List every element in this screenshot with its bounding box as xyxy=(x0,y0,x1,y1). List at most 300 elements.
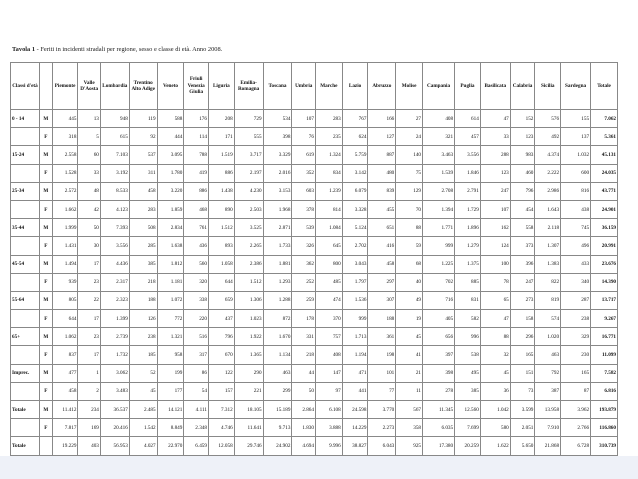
value-cell: 2.766 xyxy=(561,419,591,437)
value-cell: 155 xyxy=(561,110,591,128)
sex-cell: M xyxy=(39,401,52,419)
value-cell: 385 xyxy=(129,255,157,273)
value-cell: 508 xyxy=(129,219,157,237)
value-cell: 398 xyxy=(263,128,292,146)
value-cell: 1.431 xyxy=(52,237,78,255)
value-cell: 588 xyxy=(157,110,184,128)
value-cell: 36.537 xyxy=(100,401,129,419)
value-cell: 5.650 xyxy=(510,437,535,455)
value-cell: 468 xyxy=(184,200,209,218)
table-row xyxy=(11,310,618,328)
value-cell: 100 xyxy=(480,255,510,273)
value-cell: 87 xyxy=(561,382,591,400)
value-cell: 996 xyxy=(455,328,481,346)
value-cell: 3.328 xyxy=(342,200,368,218)
value-cell: 321 xyxy=(423,128,455,146)
value-cell: 396 xyxy=(510,255,535,273)
age-class-cell: Totale xyxy=(11,437,40,455)
value-cell: 38.827 xyxy=(342,437,368,455)
value-cell: 157 xyxy=(208,382,234,400)
value-cell: 1.729 xyxy=(455,200,481,218)
value-cell: 48 xyxy=(78,182,100,200)
total-cell: 23.676 xyxy=(591,255,618,273)
value-cell: 7.393 xyxy=(100,219,129,237)
column-header: Classi d'età xyxy=(11,63,40,110)
sex-cell: F xyxy=(39,419,52,437)
value-cell: 398 xyxy=(423,364,455,382)
value-cell: 485 xyxy=(315,273,342,291)
value-cell: 788 xyxy=(184,146,209,164)
value-cell: 140 xyxy=(396,146,423,164)
value-cell: 458 xyxy=(52,382,78,400)
value-cell: 6.043 xyxy=(368,437,396,455)
value-cell: 1.999 xyxy=(52,219,78,237)
value-cell: 3.770 xyxy=(368,401,396,419)
sex-cell: M xyxy=(39,146,52,164)
value-cell: 78 xyxy=(480,273,510,291)
value-cell: 288 xyxy=(480,146,510,164)
total-cell: 7.062 xyxy=(591,110,618,128)
value-cell: 283 xyxy=(129,200,157,218)
value-cell: 885 xyxy=(455,273,481,291)
value-cell: 19 xyxy=(396,310,423,328)
value-cell: 4.230 xyxy=(234,182,263,200)
value-cell: 1.324 xyxy=(315,146,342,164)
age-class-cell xyxy=(11,273,40,291)
value-cell: 419 xyxy=(184,164,209,182)
value-cell: 20.259 xyxy=(455,437,481,455)
value-cell: 23 xyxy=(78,328,100,346)
value-cell: 152 xyxy=(510,110,535,128)
value-cell: 1.812 xyxy=(157,255,184,273)
value-cell: 283 xyxy=(315,110,342,128)
value-cell: 580 xyxy=(480,419,510,437)
total-cell: 11.099 xyxy=(591,346,618,364)
value-cell: 45 xyxy=(396,328,423,346)
header-row xyxy=(11,63,618,110)
value-cell: 4.694 xyxy=(292,437,316,455)
value-cell: 958 xyxy=(157,346,184,364)
value-cell: 218 xyxy=(292,346,316,364)
value-cell: 702 xyxy=(423,273,455,291)
value-cell: 8.533 xyxy=(100,182,129,200)
value-cell: 166 xyxy=(368,110,396,128)
value-cell: 603 xyxy=(292,182,316,200)
age-class-cell xyxy=(11,310,40,328)
age-class-cell: 0 - 14 xyxy=(11,110,40,128)
value-cell: 126 xyxy=(129,310,157,328)
value-cell: 33 xyxy=(78,164,100,182)
column-header: Friuli Venezia Giulia xyxy=(184,63,209,110)
value-cell: 644 xyxy=(52,310,78,328)
value-cell: 119 xyxy=(129,110,157,128)
value-cell: 137 xyxy=(561,128,591,146)
value-cell: 3.463 xyxy=(423,146,455,164)
table-row xyxy=(11,146,618,164)
data-table xyxy=(10,62,618,456)
value-cell: 340 xyxy=(561,273,591,291)
value-cell: 474 xyxy=(315,291,342,309)
value-cell: 471 xyxy=(342,364,368,382)
value-cell: 492 xyxy=(535,128,561,146)
value-cell: 320 xyxy=(184,273,209,291)
value-cell: 458 xyxy=(129,182,157,200)
value-cell: 2.864 xyxy=(292,401,316,419)
column-header: Puglia xyxy=(455,63,481,110)
value-cell: 436 xyxy=(184,237,209,255)
value-cell: 1.383 xyxy=(535,255,561,273)
age-class-cell xyxy=(11,346,40,364)
value-cell: 1.134 xyxy=(263,346,292,364)
value-cell: 3.483 xyxy=(100,382,129,400)
value-cell: 107 xyxy=(480,200,510,218)
value-cell: 21.868 xyxy=(535,437,561,455)
value-cell: 437 xyxy=(208,310,234,328)
value-cell: 2.834 xyxy=(157,219,184,237)
value-cell: 1.528 xyxy=(52,164,78,182)
value-cell: 1.732 xyxy=(100,346,129,364)
value-cell: 816 xyxy=(561,182,591,200)
column-header: Liguria xyxy=(208,63,234,110)
column-header: Valle D'Aosta xyxy=(78,63,100,110)
value-cell: 1 xyxy=(78,364,100,382)
value-cell: 7.910 xyxy=(535,419,561,437)
value-cell: 438 xyxy=(561,200,591,218)
value-cell: 433 xyxy=(561,255,591,273)
value-cell: 30 xyxy=(78,237,100,255)
value-cell: 29.746 xyxy=(234,437,263,455)
value-cell: 441 xyxy=(342,382,368,400)
table-row xyxy=(11,237,618,255)
value-cell: 331 xyxy=(292,328,316,346)
value-cell: 92 xyxy=(129,128,157,146)
value-cell: 761 xyxy=(184,219,209,237)
value-cell: 162 xyxy=(480,219,510,237)
value-cell: 123 xyxy=(480,164,510,182)
value-cell: 1.542 xyxy=(129,419,157,437)
value-cell: 2.791 xyxy=(455,182,481,200)
value-cell: 619 xyxy=(292,146,316,164)
table-title-text: - Feriti in incidenti stradali per regione, sesso e classe di età. Anno 2008. xyxy=(35,46,223,53)
value-cell: 477 xyxy=(52,364,78,382)
value-cell: 800 xyxy=(315,255,342,273)
table-row xyxy=(11,128,618,146)
value-cell: 370 xyxy=(315,310,342,328)
sex-cell: M xyxy=(39,182,52,200)
value-cell: 5.124 xyxy=(342,219,368,237)
value-cell: 3.043 xyxy=(342,255,368,273)
value-cell: 19.229 xyxy=(52,437,78,455)
value-cell: 2.503 xyxy=(234,200,263,218)
sex-cell: F xyxy=(39,382,52,400)
value-cell: 1.288 xyxy=(263,291,292,309)
value-cell: 7.312 xyxy=(208,401,234,419)
value-cell: 158 xyxy=(510,310,535,328)
value-cell: 651 xyxy=(368,219,396,237)
value-cell: 11 xyxy=(396,382,423,400)
value-cell: 1.670 xyxy=(263,328,292,346)
value-cell: 2.323 xyxy=(100,291,129,309)
age-class-cell: 55-64 xyxy=(11,291,40,309)
value-cell: 2.051 xyxy=(510,419,535,437)
value-cell: 1.084 xyxy=(315,219,342,237)
value-cell: 745 xyxy=(561,219,591,237)
value-cell: 6.728 xyxy=(561,437,591,455)
value-cell: 1.830 xyxy=(292,419,316,437)
value-cell: 539 xyxy=(292,219,316,237)
value-cell: 463 xyxy=(535,346,561,364)
value-cell: 480 xyxy=(368,164,396,182)
value-cell: 644 xyxy=(208,273,234,291)
sex-cell: M xyxy=(39,364,52,382)
value-cell: 615 xyxy=(100,128,129,146)
value-cell: 1.519 xyxy=(208,146,234,164)
value-cell: 454 xyxy=(510,200,535,218)
age-class-cell xyxy=(11,164,40,182)
value-cell: 538 xyxy=(455,346,481,364)
value-cell: 814 xyxy=(315,200,342,218)
value-cell: 230 xyxy=(561,346,591,364)
document-page xyxy=(8,36,620,449)
value-cell: 1.293 xyxy=(263,273,292,291)
value-cell: 670 xyxy=(208,346,234,364)
value-cell: 555 xyxy=(234,128,263,146)
value-cell: 318 xyxy=(52,128,78,146)
value-cell: 329 xyxy=(561,328,591,346)
value-cell: 796 xyxy=(510,182,535,200)
value-cell: 188 xyxy=(368,310,396,328)
age-class-cell: 25-34 xyxy=(11,182,40,200)
value-cell: 287 xyxy=(561,291,591,309)
table-row xyxy=(11,346,618,364)
value-cell: 7.699 xyxy=(455,419,481,437)
value-cell: 15.189 xyxy=(263,401,292,419)
sex-cell: M xyxy=(39,291,52,309)
value-cell: 999 xyxy=(423,237,455,255)
value-cell: 1.058 xyxy=(208,255,234,273)
value-cell: 234 xyxy=(78,401,100,419)
value-cell: 47 xyxy=(480,310,510,328)
value-cell: 6.035 xyxy=(423,419,455,437)
column-header: Veneto xyxy=(157,63,184,110)
value-cell: 1.780 xyxy=(157,164,184,182)
value-cell: 2.558 xyxy=(52,146,78,164)
value-cell: 460 xyxy=(510,164,535,182)
table-row xyxy=(11,182,618,200)
value-cell: 387 xyxy=(535,382,561,400)
value-cell: 169 xyxy=(78,419,100,437)
value-cell: 297 xyxy=(368,273,396,291)
value-cell: 2.485 xyxy=(129,401,157,419)
table-row xyxy=(11,437,618,455)
sex-cell: M xyxy=(39,328,52,346)
value-cell: 311 xyxy=(129,164,157,182)
value-cell: 11.641 xyxy=(234,419,263,437)
value-cell: 97 xyxy=(315,382,342,400)
value-cell: 52 xyxy=(129,364,157,382)
value-cell: 2.273 xyxy=(368,419,396,437)
value-cell: 22.970 xyxy=(157,437,184,455)
value-cell: 1.307 xyxy=(535,237,561,255)
value-cell: 7.103 xyxy=(100,146,129,164)
value-cell: 165 xyxy=(561,364,591,382)
value-cell: 36 xyxy=(480,382,510,400)
value-cell: 32 xyxy=(480,346,510,364)
value-cell: 47 xyxy=(480,110,510,128)
age-class-cell: 65+ xyxy=(11,328,40,346)
value-cell: 247 xyxy=(510,273,535,291)
value-cell: 1.512 xyxy=(234,273,263,291)
table-row xyxy=(11,382,618,400)
value-cell: 114 xyxy=(184,128,209,146)
age-class-cell xyxy=(11,128,40,146)
value-cell: 1.512 xyxy=(208,219,234,237)
value-cell: 24 xyxy=(396,128,423,146)
value-cell: 444 xyxy=(157,128,184,146)
value-cell: 886 xyxy=(184,182,209,200)
value-cell: 7.817 xyxy=(52,419,78,437)
value-cell: 408 xyxy=(423,110,455,128)
value-cell: 2.572 xyxy=(52,182,78,200)
value-cell: 1.020 xyxy=(535,328,561,346)
value-cell: 285 xyxy=(129,237,157,255)
value-cell: 358 xyxy=(396,419,423,437)
value-cell: 729 xyxy=(234,110,263,128)
value-cell: 73 xyxy=(510,382,535,400)
value-cell: 307 xyxy=(368,291,396,309)
value-cell: 3.962 xyxy=(561,401,591,419)
value-cell: 1.239 xyxy=(315,182,342,200)
column-header: Abruzzo xyxy=(368,63,396,110)
value-cell: 455 xyxy=(368,200,396,218)
value-cell: 45 xyxy=(480,364,510,382)
value-cell: 600 xyxy=(561,164,591,182)
value-cell: 403 xyxy=(78,437,100,455)
total-cell: 14.390 xyxy=(591,273,618,291)
sex-cell: F xyxy=(39,310,52,328)
value-cell: 13.958 xyxy=(535,401,561,419)
value-cell: 259 xyxy=(292,291,316,309)
value-cell: 178 xyxy=(292,310,316,328)
value-cell: 44 xyxy=(292,364,316,382)
value-cell: 33 xyxy=(480,128,510,146)
table-row xyxy=(11,200,618,218)
column-header: Molise xyxy=(396,63,423,110)
column-header xyxy=(39,63,52,110)
column-header: Piemonte xyxy=(52,63,78,110)
value-cell: 199 xyxy=(157,364,184,382)
value-cell: 129 xyxy=(396,182,423,200)
value-cell: 9.713 xyxy=(263,419,292,437)
value-cell: 124 xyxy=(480,237,510,255)
value-cell: 12.058 xyxy=(208,437,234,455)
age-class-cell: 35-44 xyxy=(11,219,40,237)
column-header: Basilicata xyxy=(480,63,510,110)
value-cell: 76 xyxy=(292,128,316,146)
value-cell: 2.118 xyxy=(535,219,561,237)
value-cell: 463 xyxy=(263,364,292,382)
value-cell: 1.846 xyxy=(455,164,481,182)
value-cell: 14.121 xyxy=(157,401,184,419)
value-cell: 273 xyxy=(510,291,535,309)
value-cell: 834 xyxy=(315,164,342,182)
value-cell: 839 xyxy=(368,182,396,200)
value-cell: 22 xyxy=(78,291,100,309)
total-cell: 6.816 xyxy=(591,382,618,400)
age-class-cell: 45-54 xyxy=(11,255,40,273)
value-cell: 23 xyxy=(78,273,100,291)
table-title xyxy=(12,46,222,53)
value-cell: 24.598 xyxy=(342,401,368,419)
value-cell: 50 xyxy=(78,219,100,237)
value-cell: 361 xyxy=(368,328,396,346)
total-cell: 43.771 xyxy=(591,182,618,200)
value-cell: 3.329 xyxy=(263,146,292,164)
total-cell: 13.717 xyxy=(591,291,618,309)
total-cell: 116.860 xyxy=(591,419,618,437)
age-class-cell xyxy=(11,419,40,437)
table-title-prefix: Tavola 1 xyxy=(12,46,36,53)
total-cell: 24.901 xyxy=(591,200,618,218)
value-cell: 1.321 xyxy=(157,328,184,346)
value-cell: 2.708 xyxy=(423,182,455,200)
value-cell: 218 xyxy=(129,273,157,291)
table-row xyxy=(11,219,618,237)
value-cell: 5.759 xyxy=(342,146,368,164)
value-cell: 1.306 xyxy=(234,291,263,309)
value-cell: 2.986 xyxy=(535,182,561,200)
value-cell: 352 xyxy=(292,164,316,182)
value-cell: 14.229 xyxy=(342,419,368,437)
total-cell: 36.159 xyxy=(591,219,618,237)
sex-cell: F xyxy=(39,237,52,255)
value-cell: 208 xyxy=(208,110,234,128)
value-cell: 582 xyxy=(455,310,481,328)
age-class-cell: Totale xyxy=(11,401,40,419)
value-cell: 20.416 xyxy=(100,419,129,437)
value-cell: 13 xyxy=(78,110,100,128)
age-class-cell xyxy=(11,237,40,255)
value-cell: 534 xyxy=(263,110,292,128)
value-cell: 378 xyxy=(292,200,316,218)
value-cell: 56.953 xyxy=(100,437,129,455)
value-cell: 17 xyxy=(78,346,100,364)
value-cell: 385 xyxy=(455,382,481,400)
value-cell: 1.399 xyxy=(100,310,129,328)
value-cell: 831 xyxy=(455,291,481,309)
total-cell: 16.771 xyxy=(591,328,618,346)
value-cell: 338 xyxy=(184,291,209,309)
column-header: Lazio xyxy=(342,63,368,110)
value-cell: 716 xyxy=(423,291,455,309)
value-cell: 50 xyxy=(292,382,316,400)
value-cell: 221 xyxy=(234,382,263,400)
value-cell: 495 xyxy=(455,364,481,382)
value-cell: 1.662 xyxy=(52,200,78,218)
value-cell: 4.746 xyxy=(208,419,234,437)
value-cell: 3.599 xyxy=(510,401,535,419)
value-cell: 445 xyxy=(52,110,78,128)
value-cell: 235 xyxy=(315,128,342,146)
value-cell: 2.871 xyxy=(263,219,292,237)
value-cell: 3.556 xyxy=(100,237,129,255)
value-cell: 925 xyxy=(396,437,423,455)
column-header: Umbria xyxy=(292,63,316,110)
value-cell: 2.702 xyxy=(342,237,368,255)
value-cell: 17.380 xyxy=(423,437,455,455)
age-class-cell: 15-24 xyxy=(11,146,40,164)
value-cell: 805 xyxy=(52,291,78,309)
